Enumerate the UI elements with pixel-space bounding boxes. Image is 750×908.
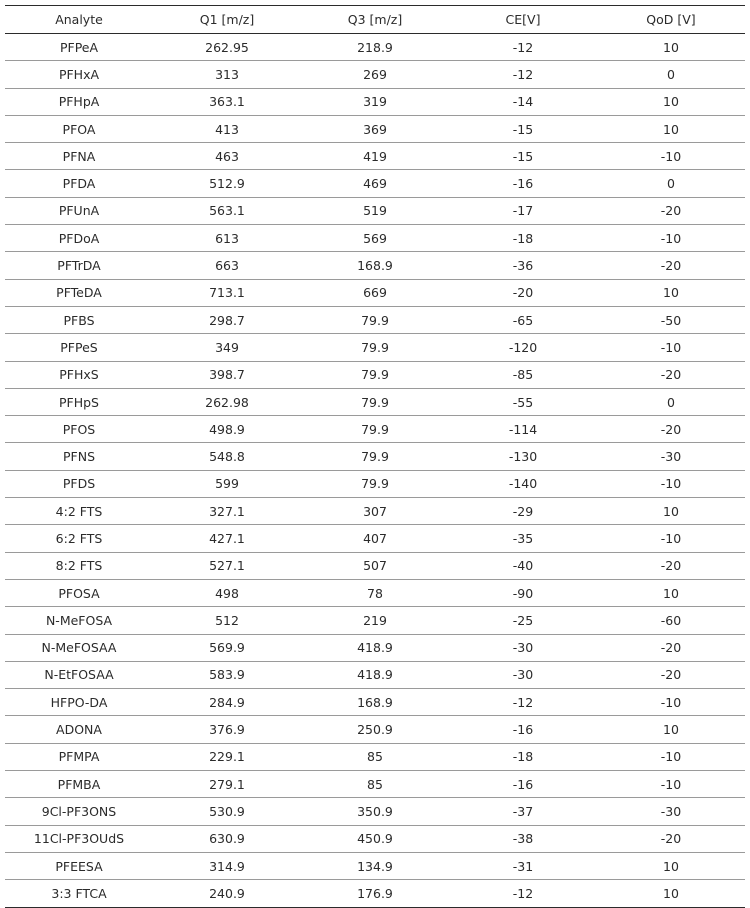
table-row	[5, 470, 745, 497]
q3-cell: 134.9	[301, 852, 449, 879]
table-row	[5, 716, 745, 743]
table-row	[5, 880, 745, 907]
q1-cell: 298.7	[153, 306, 301, 333]
analyte-cell: PFOSA	[5, 579, 153, 606]
ce-cell: -40	[449, 552, 597, 579]
ce-cell: -38	[449, 825, 597, 852]
qod-cell: -30	[597, 798, 745, 825]
analyte-cell: PFUnA	[5, 197, 153, 224]
header-q1: Q1 [m/z]	[153, 6, 301, 34]
analyte-cell: PFNA	[5, 143, 153, 170]
ce-cell: -16	[449, 771, 597, 798]
analyte-cell: 11Cl-PF3OUdS	[5, 825, 153, 852]
q3-cell: 168.9	[301, 689, 449, 716]
table-row	[5, 61, 745, 88]
q1-cell: 349	[153, 334, 301, 361]
q3-cell: 469	[301, 170, 449, 197]
q1-cell: 563.1	[153, 197, 301, 224]
analyte-cell: PFMPA	[5, 743, 153, 770]
table-row	[5, 579, 745, 606]
q3-cell: 85	[301, 743, 449, 770]
qod-cell: 0	[597, 61, 745, 88]
q3-cell: 79.9	[301, 388, 449, 415]
table-row	[5, 771, 745, 798]
header-q3: Q3 [m/z]	[301, 6, 449, 34]
q3-cell: 218.9	[301, 34, 449, 61]
table-row	[5, 634, 745, 661]
header-analyte: Analyte	[5, 6, 153, 34]
q1-cell: 262.98	[153, 388, 301, 415]
qod-cell: -50	[597, 306, 745, 333]
q1-cell: 284.9	[153, 689, 301, 716]
analyte-cell: 3:3 FTCA	[5, 880, 153, 907]
ce-cell: -36	[449, 252, 597, 279]
mrm-parameters-table	[5, 5, 745, 908]
q1-cell: 512	[153, 607, 301, 634]
q3-cell: 669	[301, 279, 449, 306]
ce-cell: -20	[449, 279, 597, 306]
analyte-cell: N-EtFOSAA	[5, 661, 153, 688]
qod-cell: -60	[597, 607, 745, 634]
analyte-cell: PFMBA	[5, 771, 153, 798]
q3-cell: 269	[301, 61, 449, 88]
q3-cell: 250.9	[301, 716, 449, 743]
q3-cell: 79.9	[301, 443, 449, 470]
analyte-cell: 8:2 FTS	[5, 552, 153, 579]
ce-cell: -15	[449, 115, 597, 142]
mrm-parameters-table-container	[5, 5, 745, 908]
analyte-cell: 9Cl-PF3ONS	[5, 798, 153, 825]
q1-cell: 314.9	[153, 852, 301, 879]
q3-cell: 350.9	[301, 798, 449, 825]
qod-cell: -10	[597, 334, 745, 361]
table-row	[5, 607, 745, 634]
table-row	[5, 552, 745, 579]
q3-cell: 407	[301, 525, 449, 552]
analyte-cell: PFNS	[5, 443, 153, 470]
ce-cell: -114	[449, 416, 597, 443]
ce-cell: -65	[449, 306, 597, 333]
qod-cell: -20	[597, 634, 745, 661]
table-row	[5, 825, 745, 852]
ce-cell: -12	[449, 34, 597, 61]
qod-cell: -10	[597, 225, 745, 252]
ce-cell: -55	[449, 388, 597, 415]
analyte-cell: N-MeFOSAA	[5, 634, 153, 661]
q1-cell: 569.9	[153, 634, 301, 661]
table-row	[5, 798, 745, 825]
analyte-cell: PFHxS	[5, 361, 153, 388]
ce-cell: -17	[449, 197, 597, 224]
table-header	[5, 6, 745, 34]
analyte-cell: ADONA	[5, 716, 153, 743]
ce-cell: -12	[449, 61, 597, 88]
ce-cell: -15	[449, 143, 597, 170]
q3-cell: 307	[301, 498, 449, 525]
ce-cell: -130	[449, 443, 597, 470]
ce-cell: -140	[449, 470, 597, 497]
qod-cell: -10	[597, 689, 745, 716]
ce-cell: -29	[449, 498, 597, 525]
qod-cell: -10	[597, 743, 745, 770]
qod-cell: 10	[597, 579, 745, 606]
q1-cell: 583.9	[153, 661, 301, 688]
ce-cell: -35	[449, 525, 597, 552]
ce-cell: -30	[449, 661, 597, 688]
ce-cell: -18	[449, 743, 597, 770]
qod-cell: -10	[597, 771, 745, 798]
table-row	[5, 525, 745, 552]
table-row	[5, 361, 745, 388]
q1-cell: 327.1	[153, 498, 301, 525]
ce-cell: -16	[449, 716, 597, 743]
table-row	[5, 306, 745, 333]
q1-cell: 498.9	[153, 416, 301, 443]
ce-cell: -12	[449, 880, 597, 907]
qod-cell: -30	[597, 443, 745, 470]
qod-cell: 10	[597, 498, 745, 525]
analyte-cell: PFOS	[5, 416, 153, 443]
q1-cell: 630.9	[153, 825, 301, 852]
table-row	[5, 88, 745, 115]
q1-cell: 713.1	[153, 279, 301, 306]
q3-cell: 569	[301, 225, 449, 252]
table-row	[5, 689, 745, 716]
table-row	[5, 197, 745, 224]
q1-cell: 398.7	[153, 361, 301, 388]
q1-cell: 363.1	[153, 88, 301, 115]
table-row	[5, 661, 745, 688]
table-row	[5, 498, 745, 525]
q3-cell: 507	[301, 552, 449, 579]
analyte-cell: N-MeFOSA	[5, 607, 153, 634]
analyte-cell: 6:2 FTS	[5, 525, 153, 552]
header-qod: QoD [V]	[597, 6, 745, 34]
ce-cell: -37	[449, 798, 597, 825]
q3-cell: 85	[301, 771, 449, 798]
qod-cell: -10	[597, 470, 745, 497]
table-row	[5, 416, 745, 443]
q3-cell: 79.9	[301, 470, 449, 497]
q1-cell: 599	[153, 470, 301, 497]
q1-cell: 240.9	[153, 880, 301, 907]
q3-cell: 450.9	[301, 825, 449, 852]
q3-cell: 369	[301, 115, 449, 142]
qod-cell: -20	[597, 361, 745, 388]
q1-cell: 530.9	[153, 798, 301, 825]
analyte-cell: PFDS	[5, 470, 153, 497]
qod-cell: 0	[597, 388, 745, 415]
q1-cell: 376.9	[153, 716, 301, 743]
q3-cell: 79.9	[301, 416, 449, 443]
qod-cell: -20	[597, 552, 745, 579]
ce-cell: -14	[449, 88, 597, 115]
q3-cell: 219	[301, 607, 449, 634]
analyte-cell: PFTrDA	[5, 252, 153, 279]
analyte-cell: PFEESA	[5, 852, 153, 879]
header-row	[5, 6, 745, 34]
q1-cell: 229.1	[153, 743, 301, 770]
qod-cell: -20	[597, 825, 745, 852]
qod-cell: -20	[597, 416, 745, 443]
analyte-cell: PFPeS	[5, 334, 153, 361]
table-row	[5, 115, 745, 142]
q1-cell: 279.1	[153, 771, 301, 798]
qod-cell: -10	[597, 143, 745, 170]
q3-cell: 176.9	[301, 880, 449, 907]
qod-cell: -20	[597, 661, 745, 688]
table-row	[5, 388, 745, 415]
qod-cell: 10	[597, 279, 745, 306]
q3-cell: 519	[301, 197, 449, 224]
analyte-cell: PFHpA	[5, 88, 153, 115]
qod-cell: -20	[597, 197, 745, 224]
q1-cell: 663	[153, 252, 301, 279]
analyte-cell: PFHpS	[5, 388, 153, 415]
q1-cell: 463	[153, 143, 301, 170]
table-row	[5, 334, 745, 361]
q3-cell: 79.9	[301, 361, 449, 388]
table-row	[5, 34, 745, 61]
q3-cell: 78	[301, 579, 449, 606]
ce-cell: -16	[449, 170, 597, 197]
qod-cell: -20	[597, 252, 745, 279]
analyte-cell: PFOA	[5, 115, 153, 142]
analyte-cell: PFHxA	[5, 61, 153, 88]
ce-cell: -18	[449, 225, 597, 252]
analyte-cell: HFPO-DA	[5, 689, 153, 716]
qod-cell: 10	[597, 852, 745, 879]
ce-cell: -85	[449, 361, 597, 388]
ce-cell: -120	[449, 334, 597, 361]
q3-cell: 168.9	[301, 252, 449, 279]
table-row	[5, 279, 745, 306]
q1-cell: 613	[153, 225, 301, 252]
table-body	[5, 34, 745, 908]
qod-cell: 10	[597, 115, 745, 142]
table-row	[5, 443, 745, 470]
analyte-cell: PFPeA	[5, 34, 153, 61]
ce-cell: -90	[449, 579, 597, 606]
q1-cell: 262.95	[153, 34, 301, 61]
table-row	[5, 143, 745, 170]
analyte-cell: PFDoA	[5, 225, 153, 252]
table-row	[5, 252, 745, 279]
table-row	[5, 170, 745, 197]
q3-cell: 79.9	[301, 306, 449, 333]
ce-cell: -31	[449, 852, 597, 879]
q3-cell: 319	[301, 88, 449, 115]
analyte-cell: PFDA	[5, 170, 153, 197]
qod-cell: 0	[597, 170, 745, 197]
q1-cell: 313	[153, 61, 301, 88]
ce-cell: -12	[449, 689, 597, 716]
q3-cell: 79.9	[301, 334, 449, 361]
q1-cell: 527.1	[153, 552, 301, 579]
qod-cell: 10	[597, 880, 745, 907]
header-ce: CE[V]	[449, 6, 597, 34]
q1-cell: 498	[153, 579, 301, 606]
table-row	[5, 225, 745, 252]
qod-cell: 10	[597, 34, 745, 61]
table-row	[5, 852, 745, 879]
q3-cell: 418.9	[301, 634, 449, 661]
analyte-cell: PFBS	[5, 306, 153, 333]
q1-cell: 512.9	[153, 170, 301, 197]
ce-cell: -25	[449, 607, 597, 634]
q1-cell: 548.8	[153, 443, 301, 470]
ce-cell: -30	[449, 634, 597, 661]
qod-cell: 10	[597, 88, 745, 115]
analyte-cell: 4:2 FTS	[5, 498, 153, 525]
q3-cell: 418.9	[301, 661, 449, 688]
qod-cell: 10	[597, 716, 745, 743]
q1-cell: 413	[153, 115, 301, 142]
q1-cell: 427.1	[153, 525, 301, 552]
qod-cell: -10	[597, 525, 745, 552]
table-row	[5, 743, 745, 770]
q3-cell: 419	[301, 143, 449, 170]
analyte-cell: PFTeDA	[5, 279, 153, 306]
